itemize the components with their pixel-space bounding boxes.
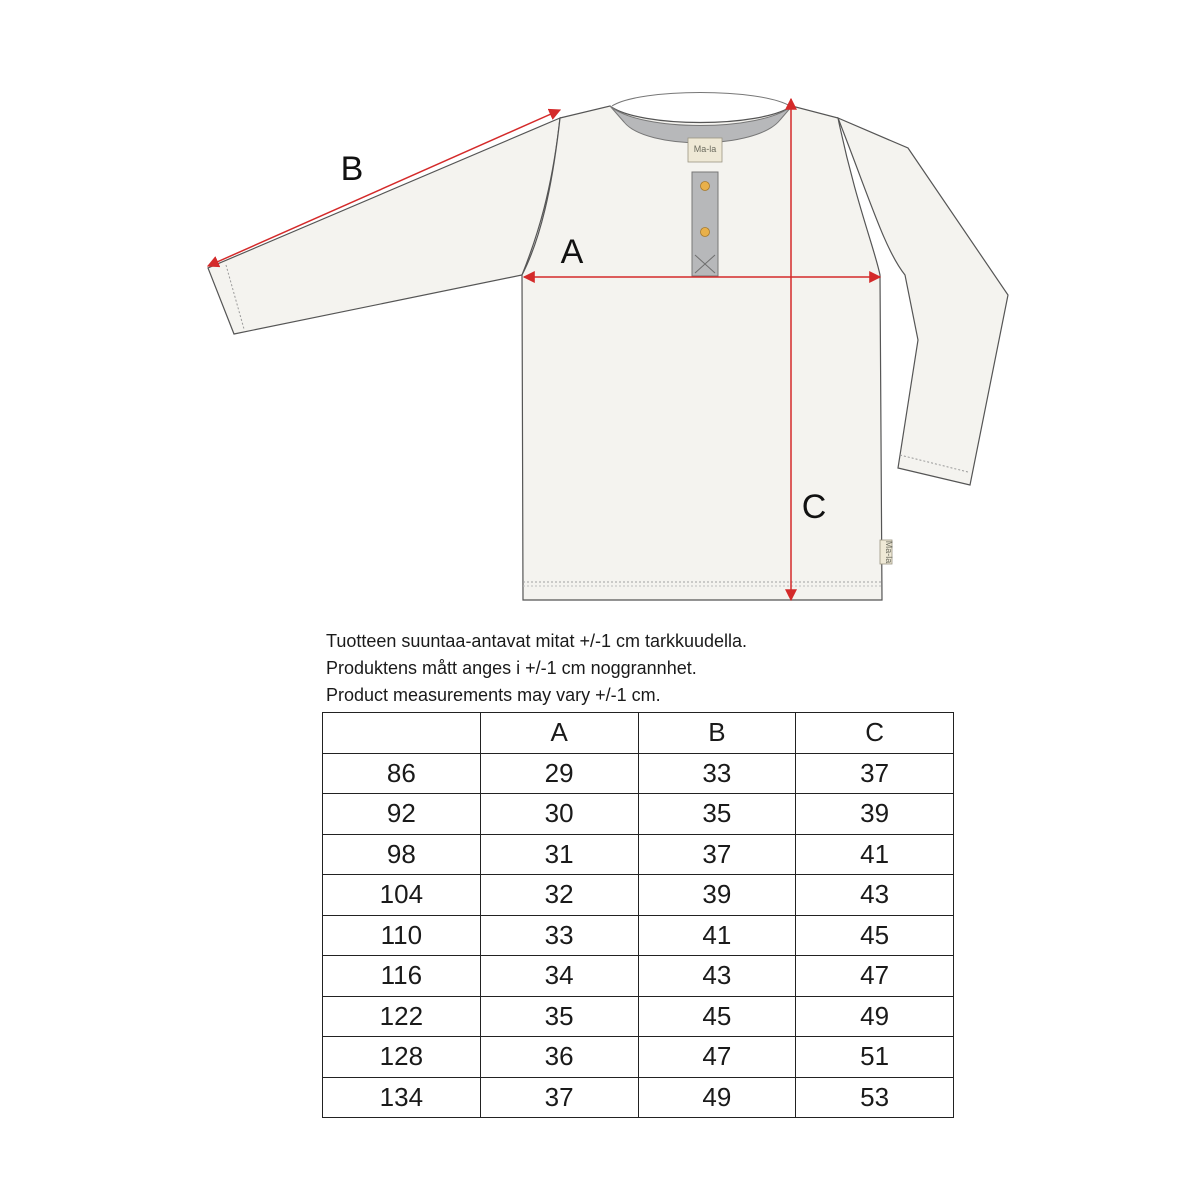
header-a: A: [480, 713, 638, 754]
svg-text:Ma-la: Ma-la: [884, 540, 894, 564]
cell-b: 39: [638, 875, 796, 916]
svg-text:Ma-la: Ma-la: [693, 144, 717, 154]
size-table: [322, 712, 954, 1118]
table-row: [323, 834, 954, 875]
note-swedish: Produktens mått anges i +/-1 cm noggrannhet.: [326, 658, 697, 678]
neckline-inner: [612, 93, 790, 107]
table-row: [323, 1077, 954, 1118]
cell-c: 37: [796, 753, 954, 794]
cell-c: 53: [796, 1077, 954, 1118]
cell-c: 49: [796, 996, 954, 1037]
cell-size: 110: [323, 915, 481, 956]
cell-b: 43: [638, 956, 796, 997]
cell-a: 32: [480, 875, 638, 916]
shirt-drawing: [208, 93, 1008, 601]
cell-a: 31: [480, 834, 638, 875]
table-row: [323, 996, 954, 1037]
table-row: [323, 956, 954, 997]
cell-b: 33: [638, 753, 796, 794]
cell-b: 37: [638, 834, 796, 875]
cell-a: 35: [480, 996, 638, 1037]
label-a: A: [560, 233, 584, 271]
cell-size: 86: [323, 753, 481, 794]
cell-size: 104: [323, 875, 481, 916]
measurement-notes: [326, 628, 966, 709]
note-finnish: Tuotteen suuntaa-antavat mitat +/-1 cm tarkkuudella.: [326, 631, 748, 651]
cell-c: 39: [796, 794, 954, 835]
cell-size: 122: [323, 996, 481, 1037]
cell-a: 36: [480, 1037, 638, 1078]
cell-size: 134: [323, 1077, 481, 1118]
table-row: [323, 915, 954, 956]
cell-b: 41: [638, 915, 796, 956]
neck-brand-label: [688, 138, 722, 162]
button-icon: [701, 182, 710, 191]
table-row: [323, 875, 954, 916]
table-row: [323, 753, 954, 794]
cell-size: 128: [323, 1037, 481, 1078]
cell-b: 45: [638, 996, 796, 1037]
cell-c: 47: [796, 956, 954, 997]
cell-a: 30: [480, 794, 638, 835]
side-hem-tag: [880, 540, 894, 564]
cell-a: 34: [480, 956, 638, 997]
table-row: [323, 794, 954, 835]
left-sleeve: [208, 118, 560, 334]
cell-size: 98: [323, 834, 481, 875]
cell-a: 33: [480, 915, 638, 956]
label-c: C: [801, 488, 827, 526]
cell-c: 43: [796, 875, 954, 916]
cell-a: 29: [480, 753, 638, 794]
table-header-row: [323, 713, 954, 754]
header-b: B: [638, 713, 796, 754]
cell-b: 35: [638, 794, 796, 835]
header-size: [323, 713, 481, 754]
cell-size: 92: [323, 794, 481, 835]
button-icon: [701, 228, 710, 237]
cell-c: 45: [796, 915, 954, 956]
label-b: B: [340, 150, 364, 188]
cell-a: 37: [480, 1077, 638, 1118]
header-c: C: [796, 713, 954, 754]
cell-c: 51: [796, 1037, 954, 1078]
cell-c: 41: [796, 834, 954, 875]
note-english: Product measurements may vary +/-1 cm.: [326, 685, 661, 705]
cell-b: 47: [638, 1037, 796, 1078]
cell-size: 116: [323, 956, 481, 997]
table-row: [323, 1037, 954, 1078]
cell-b: 49: [638, 1077, 796, 1118]
